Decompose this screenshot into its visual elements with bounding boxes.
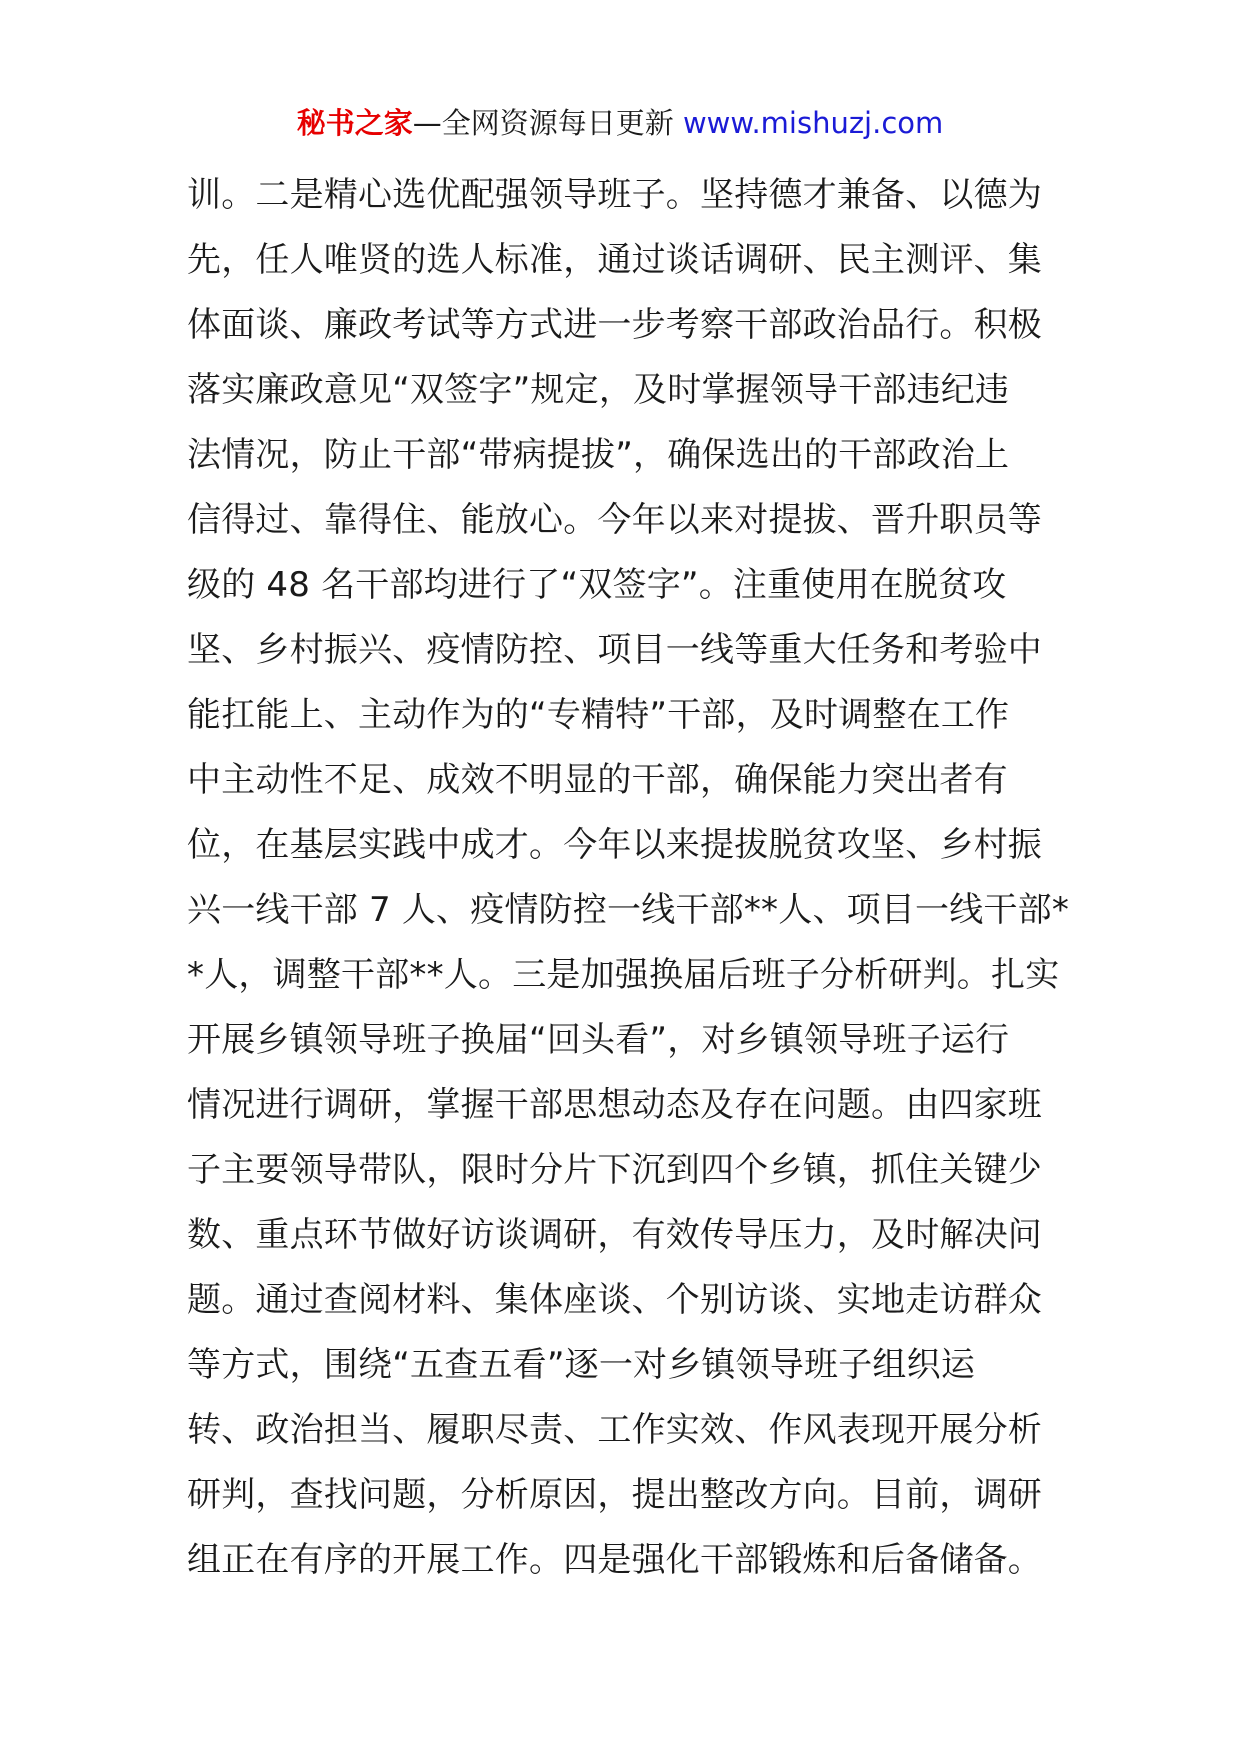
- text-line-10: 中主动性不足、成效不明显的干部，确保能力突出者有: [187, 760, 1008, 800]
- text-line-3: 体面谈、廉政考试等方式进一步考察干部政治品行。积极: [187, 305, 1042, 345]
- text-line-14: 开展乡镇领导班子换届“回头看”，对乡镇领导班子运行: [187, 1020, 1010, 1060]
- text-line-5: 法情况，防止干部“带病提拔”，确保选出的干部政治上: [187, 435, 1010, 475]
- text-line-13: *人，调整干部**人。三是加强换届后班子分析研判。扎实: [187, 955, 1060, 995]
- text-line-2: 先，任人唯贤的选人标准，通过谈话调研、民主测评、集: [187, 240, 1042, 280]
- site-url-link[interactable]: www.mishuzj.com: [682, 106, 944, 140]
- text-line-7: 级的 48 名干部均进行了“双签字”。注重使用在脱贫攻: [187, 565, 1007, 605]
- text-line-12: 兴一线干部 7 人、疫情防控一线干部**人、项目一线干部*: [187, 890, 1070, 930]
- text-line-16: 子主要领导带队，限时分片下沉到四个乡镇，抓住关键少: [187, 1150, 1042, 1190]
- text-line-15: 情况进行调研，掌握干部思想动态及存在问题。由四家班: [187, 1085, 1042, 1125]
- text-line-22: 组正在有序的开展工作。四是强化干部锻炼和后备储备。: [187, 1540, 1042, 1580]
- text-line-6: 信得过、靠得住、能放心。今年以来对提拔、晋升职员等: [187, 500, 1042, 540]
- text-line-17: 数、重点环节做好访谈调研，有效传导压力，及时解决问: [187, 1215, 1042, 1255]
- text-line-4: 落实廉政意见“双签字”规定，及时掌握领导干部违纪违: [187, 370, 1010, 410]
- brand-name: 秘书之家: [296, 106, 413, 140]
- text-line-19: 等方式，围绕“五查五看”逐一对乡镇领导班子组织运: [187, 1345, 976, 1385]
- text-line-20: 转、政治担当、履职尽责、工作实效、作风表现开展分析: [187, 1410, 1042, 1450]
- text-line-9: 能扛能上、主动作为的“专精特”干部，及时调整在工作: [187, 695, 1010, 735]
- header-tagline: —全网资源每日更新: [412, 106, 674, 140]
- text-line-11: 位，在基层实践中成才。今年以来提拔脱贫攻坚、乡村振: [187, 825, 1042, 865]
- document-body: [187, 163, 1070, 1593]
- text-line-18: 题。通过查阅材料、集体座谈、个别访谈、实地走访群众: [187, 1280, 1042, 1320]
- text-line-21: 研判，查找问题，分析原因，提出整改方向。目前，调研: [187, 1475, 1042, 1515]
- text-line-1: 训。二是精心选优配强领导班子。坚持德才兼备、以德为: [187, 175, 1042, 215]
- site-header: [0, 103, 1240, 143]
- text-line-8: 坚、乡村振兴、疫情防控、项目一线等重大任务和考验中: [187, 630, 1042, 670]
